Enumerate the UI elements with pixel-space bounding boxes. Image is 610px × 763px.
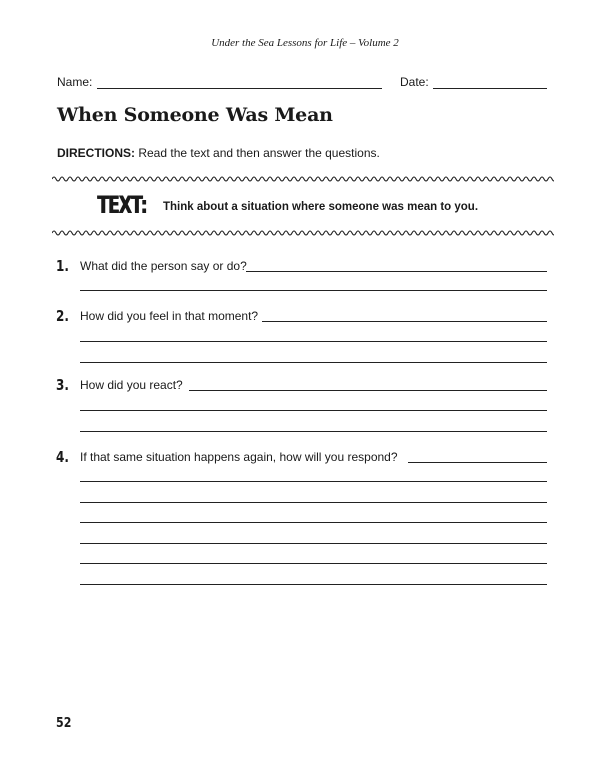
- question-number: 4.: [56, 448, 69, 466]
- answer-line[interactable]: [80, 410, 547, 411]
- answer-line[interactable]: [189, 390, 547, 391]
- answer-line[interactable]: [408, 462, 547, 463]
- directions-text: Read the text and then answer the questions.: [138, 146, 380, 160]
- answer-line[interactable]: [80, 502, 547, 503]
- wave-divider-top: [52, 174, 554, 184]
- page-number: 52: [56, 716, 72, 731]
- answer-line[interactable]: [262, 321, 547, 322]
- answer-line[interactable]: [80, 522, 547, 523]
- text-prompt: Think about a situation where someone was mean to you.: [163, 201, 479, 213]
- name-label: Name:: [57, 75, 93, 89]
- date-field[interactable]: [433, 88, 547, 89]
- answer-line[interactable]: [80, 362, 547, 363]
- answer-line[interactable]: [80, 543, 547, 544]
- question-text: What did the person say or do?: [80, 259, 247, 273]
- question-text: How did you react?: [80, 378, 183, 392]
- page-title: When Someone Was Mean: [57, 104, 333, 126]
- book-title: Under the Sea Lessons for Life – Volume 2: [211, 37, 399, 49]
- answer-line[interactable]: [80, 481, 547, 482]
- question-number: 3.: [56, 376, 69, 394]
- name-field[interactable]: [97, 88, 382, 89]
- text-badge: TEXT:: [97, 191, 147, 219]
- answer-line[interactable]: [80, 431, 547, 432]
- question-text: How did you feel in that moment?: [80, 309, 259, 323]
- wave-divider-bottom: [52, 228, 554, 238]
- answer-line[interactable]: [80, 584, 547, 585]
- directions-label: DIRECTIONS:: [57, 146, 135, 160]
- answer-line[interactable]: [80, 563, 547, 564]
- date-label: Date:: [400, 75, 429, 89]
- directions: [57, 146, 380, 160]
- question-text: If that same situation happens again, how will you respond?: [80, 450, 398, 464]
- answer-line[interactable]: [246, 271, 547, 272]
- answer-line[interactable]: [80, 290, 547, 291]
- question-number: 2.: [56, 307, 69, 325]
- answer-line[interactable]: [80, 341, 547, 342]
- question-number: 1.: [56, 257, 69, 275]
